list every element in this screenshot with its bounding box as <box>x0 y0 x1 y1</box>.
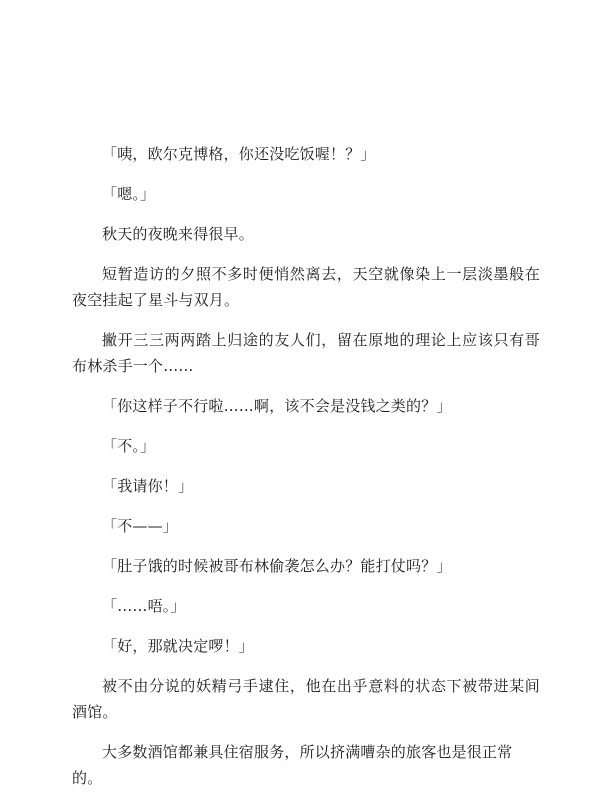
paragraph-7: 「不。」 <box>102 437 156 455</box>
paragraph-10: 「肚子饿的时候被哥布林偷袭怎么办？能打仗吗？」 <box>102 557 452 575</box>
paragraph-6: 「你这样子不行啦……啊，该不会是没钱之类的？」 <box>102 397 452 415</box>
paragraph-14: 大多数酒馆都兼具住宿服务，所以挤满嘈杂的旅客也是很正常的。 <box>72 743 513 787</box>
paragraph-5: 撇开三三两两踏上归途的友人们，留在原地的理论上应该只有哥布林杀手一个…… <box>72 331 540 375</box>
paragraph-4: 短暂造访的夕照不多时便悄然离去，天空就像染上一层淡墨般在夜空挂起了星斗与双月。 <box>72 265 540 309</box>
paragraph-1: 「咦，欧尔克博格，你还没吃饭喔！？」 <box>102 145 376 163</box>
paragraph-9: 「不——」 <box>102 517 179 535</box>
paragraph-12: 「好，那就决定啰！」 <box>102 637 255 655</box>
paragraph-8: 「我请你！」 <box>102 477 194 495</box>
body-text <box>72 141 540 805</box>
paragraph-3: 秋天的夜晚来得很早。 <box>102 225 255 243</box>
paragraph-2: 「嗯。」 <box>102 185 156 203</box>
paragraph-11: 「……唔。」 <box>102 597 186 615</box>
paragraph-13: 被不由分说的妖精弓手逮住，他在出乎意料的状态下被带进某间酒馆。 <box>72 677 540 721</box>
